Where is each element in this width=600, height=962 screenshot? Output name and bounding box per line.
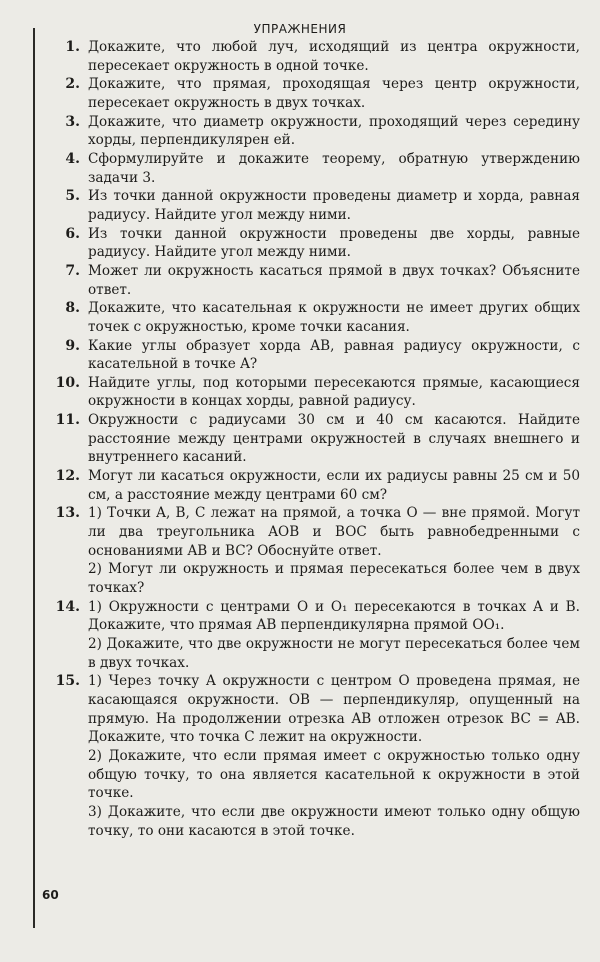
exercise-part: 2) Докажите, что две окружности не могут пересекаться более чем в двух точках. bbox=[88, 636, 580, 671]
exercise-14 bbox=[38, 598, 580, 673]
margin-rule bbox=[33, 28, 35, 928]
page-number: 60 bbox=[42, 888, 59, 902]
exercise-4 bbox=[38, 150, 580, 187]
exercise-part: 1) Окружности с центрами O и O₁ пересекаются в точках A и B. Докажите, что прямая AB перпендикулярна прямой OO₁. bbox=[88, 598, 580, 634]
exercise-9 bbox=[38, 337, 580, 374]
exercise-number: 5. bbox=[65, 188, 80, 205]
exercise-number: 7. bbox=[65, 262, 80, 279]
exercise-2 bbox=[38, 75, 580, 112]
exercise-number: 11. bbox=[55, 412, 80, 429]
exercise-15 bbox=[38, 672, 580, 840]
exercise-part: 1) Точки A, B, C лежат на прямой, а точка O — вне прямой. Могут ли два треугольника AOB и BOC быть равнобедренными с основаниями AB и BC? Обоснуйте ответ. bbox=[88, 505, 580, 559]
exercise-number: 4. bbox=[65, 150, 80, 167]
exercise-7 bbox=[38, 262, 580, 299]
exercise-number: 1. bbox=[65, 39, 80, 55]
exercise-number: 6. bbox=[65, 225, 80, 242]
exercise-8 bbox=[38, 299, 580, 336]
exercise-text: Докажите, что прямая, проходящая через центр окружности, пересекает окружность в двух точках. bbox=[88, 76, 580, 111]
exercise-number: 2. bbox=[65, 76, 80, 93]
exercise-text: Окружности с радиусами 30 см и 40 см касаются. Найдите расстояние между центрами окружностей в случаях внешнего и внутреннего касаний. bbox=[88, 412, 580, 466]
exercise-1 bbox=[38, 38, 580, 75]
exercise-text: Докажите, что касательная к окружности не имеет других общих точек с окружностью, кроме точки касания. bbox=[88, 300, 580, 335]
exercise-part: 1) Через точку A окружности с центром O проведена прямая, не касающаяся окружности. OB — перпендикуляр, опущенный на прямую. На продолжении отрезка AB отложен отрезок BC = AB. Докажите, что точка C лежит на окружности. bbox=[88, 673, 580, 746]
exercise-number: 14. bbox=[55, 598, 80, 615]
exercise-6 bbox=[38, 225, 580, 262]
exercise-12 bbox=[38, 467, 580, 504]
exercise-5 bbox=[38, 187, 580, 224]
exercise-text: Из точки данной окружности проведены диаметр и хорда, равная радиусу. Найдите угол между ними. bbox=[88, 188, 580, 223]
exercise-text: Докажите, что диаметр окружности, проходящий через середину хорды, перпендикулярен ей. bbox=[88, 113, 580, 149]
section-heading: УПРАЖНЕНИЯ bbox=[253, 22, 347, 36]
exercise-part: 2) Докажите, что если прямая имеет с окружностью только одну общую точку, то она является касательной к окружности в этой точке. bbox=[88, 747, 580, 802]
exercise-text: Могут ли касаться окружности, если их радиусы равны 25 см и 50 см, а расстояние между центрами 60 см? bbox=[88, 468, 580, 503]
exercise-part: 3) Докажите, что если две окружности имеют только одну общую точку, то они касаются в этой точке. bbox=[88, 803, 580, 839]
exercise-number: 15. bbox=[55, 673, 80, 690]
exercise-list bbox=[38, 38, 580, 840]
exercise-number: 13. bbox=[55, 505, 80, 522]
exercise-number: 12. bbox=[55, 468, 80, 485]
exercise-3 bbox=[38, 113, 580, 150]
exercise-10 bbox=[38, 374, 580, 411]
exercise-text: Докажите, что любой луч, исходящий из центра окружности, пересекает окружность в одной точке. bbox=[88, 39, 580, 74]
exercise-11 bbox=[38, 411, 580, 467]
exercise-text: Из точки данной окружности проведены две хорды, равные радиусу. Найдите угол между ними. bbox=[88, 225, 580, 261]
exercise-number: 3. bbox=[65, 113, 80, 130]
exercise-13 bbox=[38, 504, 580, 597]
exercise-number: 10. bbox=[55, 374, 80, 391]
exercise-text: Найдите углы, под которыми пересекаются прямые, касающиеся окружности в концах хорды, равной радиусу. bbox=[88, 374, 580, 410]
exercise-number: 9. bbox=[65, 337, 80, 354]
exercise-text: Сформулируйте и докажите теорему, обратную утверждению задачи 3. bbox=[88, 150, 580, 186]
exercise-text: Какие углы образует хорда AB, равная радиусу окружности, с касательной в точке A? bbox=[88, 337, 580, 373]
exercise-text: Может ли окружность касаться прямой в двух точках? Объясните ответ. bbox=[88, 262, 580, 298]
exercise-part: 2) Могут ли окружность и прямая пересекаться более чем в двух точках? bbox=[88, 561, 580, 597]
exercise-number: 8. bbox=[65, 300, 80, 317]
